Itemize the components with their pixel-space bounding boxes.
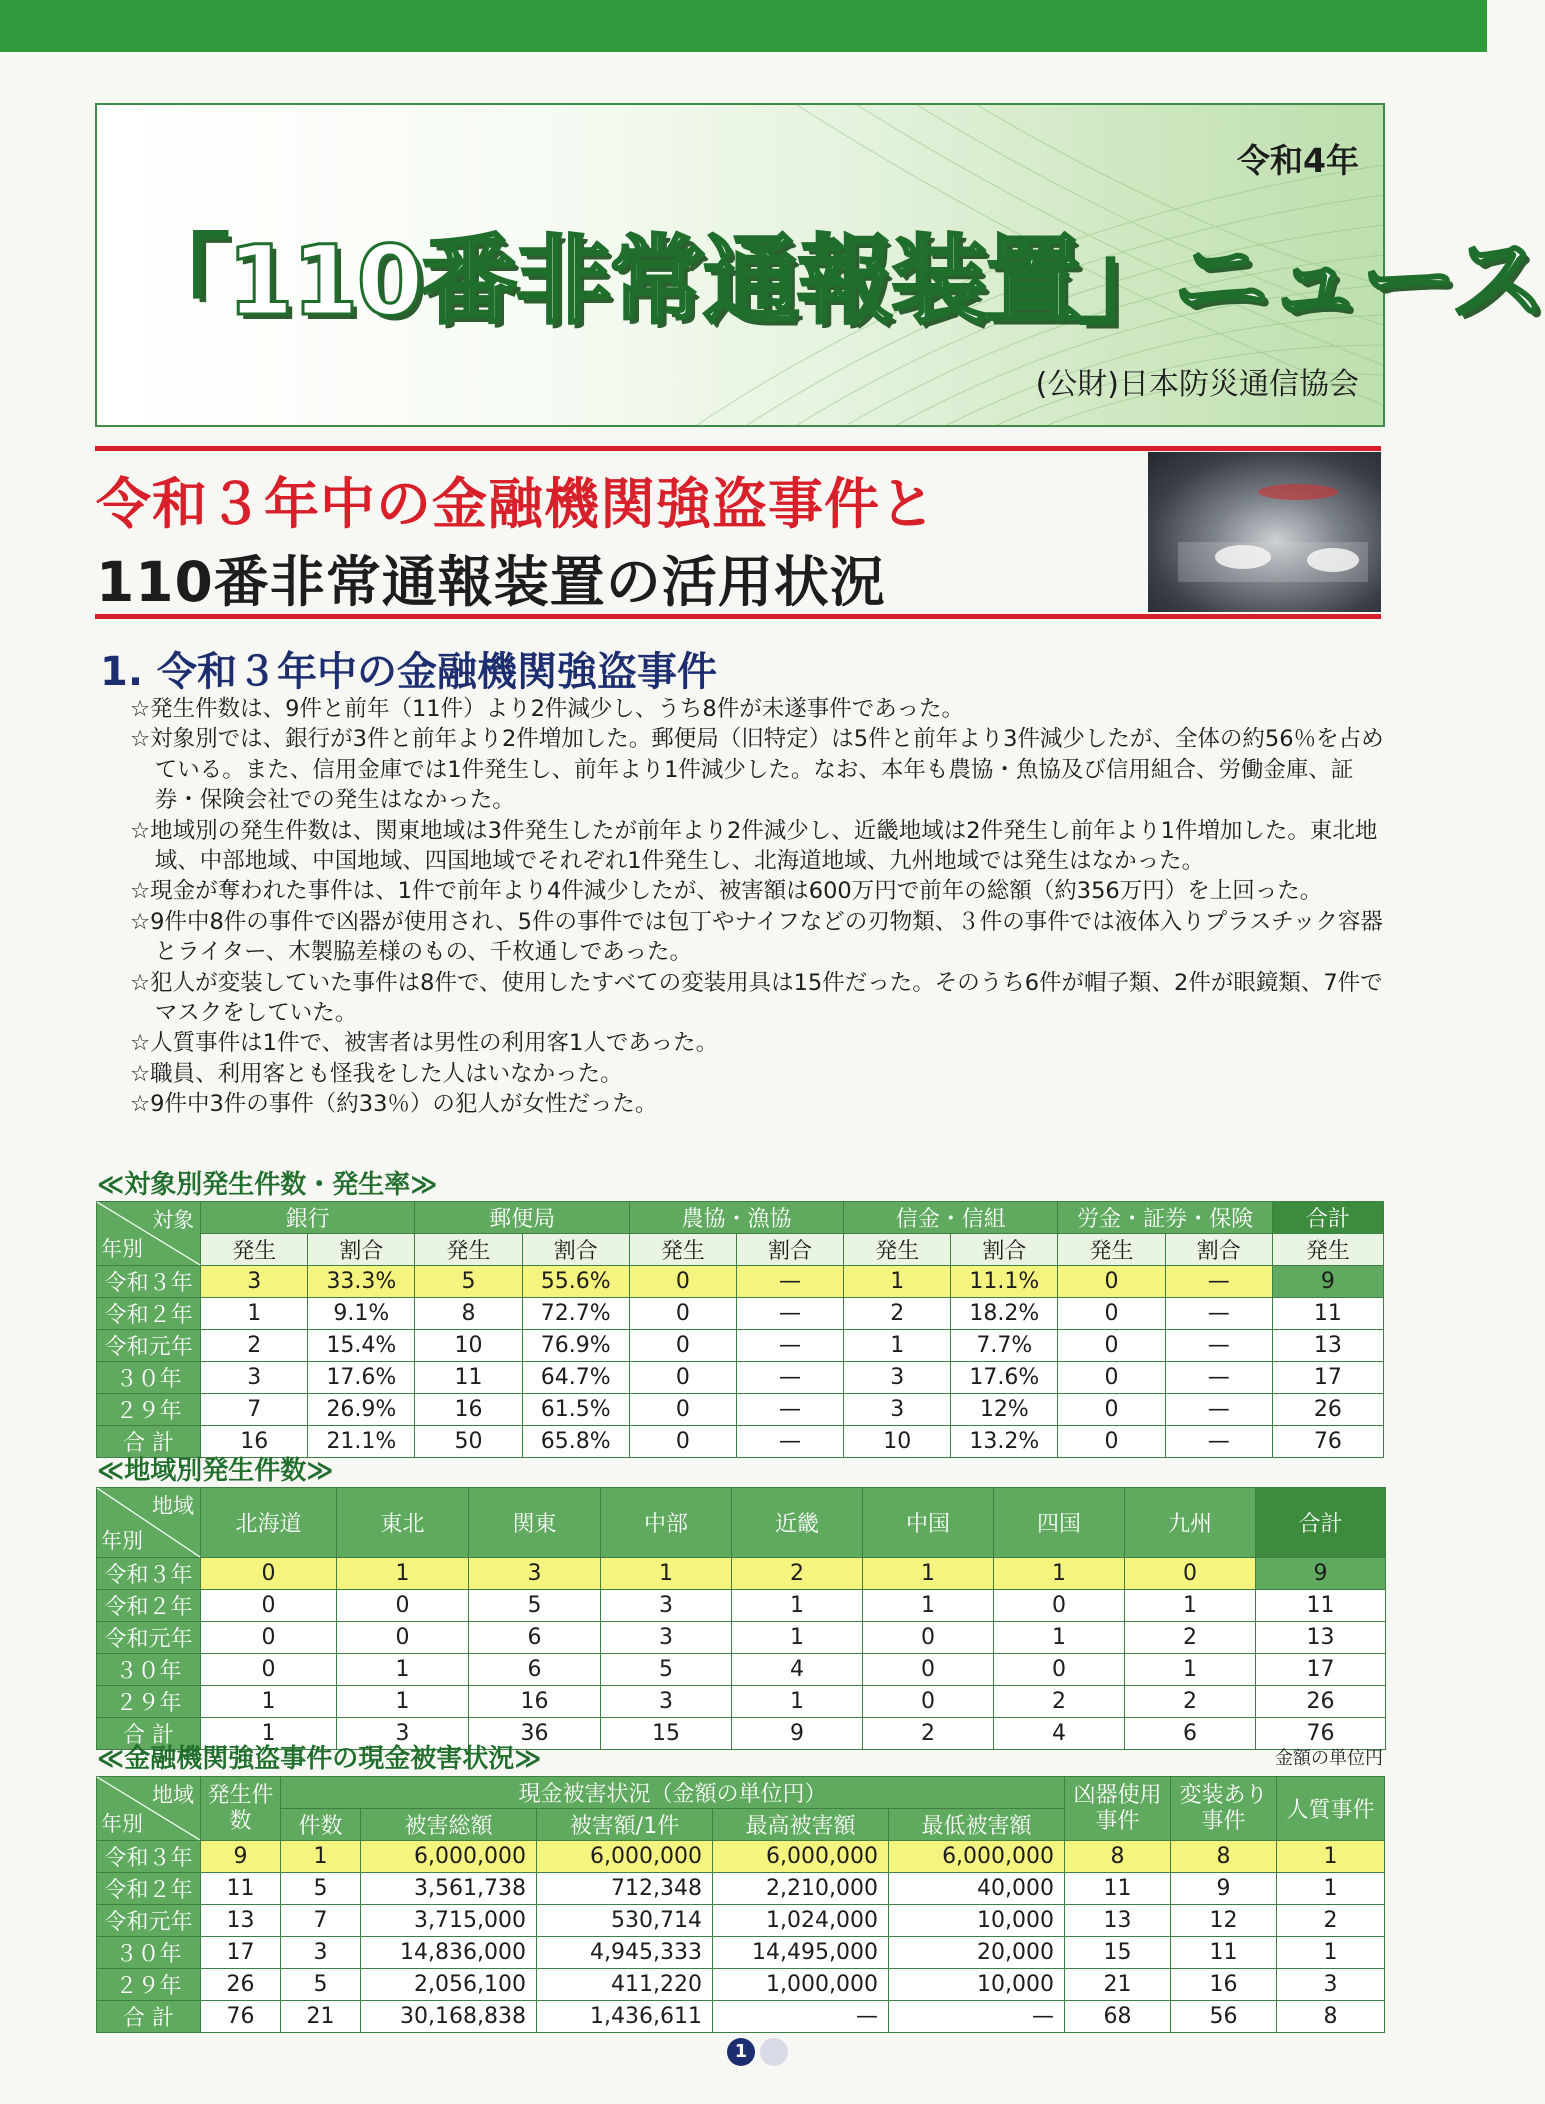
page-indicator-dot: [760, 2038, 788, 2066]
table-cell: 0: [863, 1654, 994, 1686]
table-cell: 16: [1171, 1969, 1277, 2001]
table-cell: 0: [1125, 1558, 1256, 1590]
table-cell: 3: [601, 1686, 732, 1718]
table-cell: 1: [1277, 1873, 1385, 1905]
table-cell: 10: [415, 1330, 522, 1362]
page-number: 1: [727, 2038, 755, 2066]
table-cell: 1: [732, 1622, 863, 1654]
headline-top-rule: [95, 446, 1381, 451]
table-cell: 30,168,838: [361, 2001, 537, 2033]
sub-header: 発生: [1272, 1234, 1383, 1266]
row-label: 令和２年: [97, 1298, 201, 1330]
table-cell: 6,000,000: [713, 1841, 889, 1873]
table-cell: 6: [469, 1622, 601, 1654]
table-cell: 65.8%: [522, 1426, 629, 1458]
table-cell: 8: [415, 1298, 522, 1330]
table-cell: 530,714: [537, 1905, 713, 1937]
col-shikoku: 四国: [994, 1488, 1125, 1558]
table-cell: 1: [1125, 1654, 1256, 1686]
table-cell: 12: [1171, 1905, 1277, 1937]
table-cell: 7.7%: [951, 1330, 1058, 1362]
table-cell: 0: [1058, 1362, 1165, 1394]
table-row: [97, 1622, 1386, 1654]
table-cell: 50: [415, 1426, 522, 1458]
table-cell: 76: [201, 2001, 281, 2033]
table-cell: 15: [1065, 1937, 1171, 1969]
sub-header-max: 最高被害額: [713, 1809, 889, 1841]
table-cell: 1: [601, 1558, 732, 1590]
table-cell: 1: [337, 1654, 469, 1686]
col-kanto: 関東: [469, 1488, 601, 1558]
table-row: [97, 1330, 1384, 1362]
row-label: 令和元年: [97, 1330, 201, 1362]
headline-line1: 令和３年中の金融機関強盗事件と: [96, 472, 937, 536]
sub-header: 発生: [1058, 1234, 1165, 1266]
table-cell: 9: [201, 1841, 281, 1873]
table-cell: 0: [863, 1622, 994, 1654]
table-cell: 0: [1058, 1426, 1165, 1458]
row-label: 合 計: [97, 1718, 201, 1750]
table-row: [97, 1686, 1386, 1718]
table-cell: 9: [1256, 1558, 1386, 1590]
table-cell: 55.6%: [522, 1266, 629, 1298]
table-cell: 411,220: [537, 1969, 713, 2001]
col-disguise: 変装あり事件: [1171, 1777, 1277, 1841]
table-cell: 76: [1272, 1426, 1383, 1458]
table-cell: 0: [629, 1426, 736, 1458]
table-cell: —: [1165, 1394, 1272, 1426]
table1-corner: 対象 年別: [97, 1202, 201, 1266]
sub-header: 割合: [1165, 1234, 1272, 1266]
table-cell: 3: [201, 1362, 308, 1394]
table-row: [97, 1873, 1385, 1905]
table-cell: 16: [201, 1426, 308, 1458]
newsletter-title: 「110番非常通報装置」ニュース: [133, 225, 1545, 337]
table-cell: 3: [601, 1590, 732, 1622]
table-cell: 1: [337, 1558, 469, 1590]
table-cell: —: [736, 1394, 843, 1426]
newsletter-header: [95, 103, 1545, 427]
sub-header-total: 被害総額: [361, 1809, 537, 1841]
sub-header-min: 最低被害額: [889, 1809, 1065, 1841]
table-cell: 72.7%: [522, 1298, 629, 1330]
bullet-item: ☆職員、利用客とも怪我をした人はいなかった。: [130, 1060, 623, 1087]
row-label: ２９年: [97, 1969, 201, 2001]
table-row: [97, 1558, 1386, 1590]
top-color-band: [0, 0, 1487, 52]
table-cell: —: [889, 2001, 1065, 2033]
table-cell: 12%: [951, 1394, 1058, 1426]
col-group-bank: 銀行: [201, 1202, 415, 1234]
table-cell: 2: [201, 1330, 308, 1362]
table-cell: 21: [281, 2001, 361, 2033]
table-cell: —: [1165, 1426, 1272, 1458]
table-cell: 6: [1125, 1718, 1256, 1750]
table-cell: 712,348: [537, 1873, 713, 1905]
headline-bottom-rule: [95, 614, 1381, 619]
col-weapon: 凶器使用事件: [1065, 1777, 1171, 1841]
row-label: 令和元年: [97, 1905, 201, 1937]
table-cell: 0: [337, 1590, 469, 1622]
table-cell: 0: [629, 1330, 736, 1362]
table-cell: 2: [732, 1558, 863, 1590]
table-cell: 64.7%: [522, 1362, 629, 1394]
table-cell: 3: [337, 1718, 469, 1750]
table-cell: 4,945,333: [537, 1937, 713, 1969]
row-label: ３０年: [97, 1937, 201, 1969]
table-cell: 5: [281, 1969, 361, 2001]
table3-corner: 地域 年別: [97, 1777, 201, 1841]
bullet-item: ☆現金が奪われた事件は、1件で前年より4件減少したが、被害額は600万円で前年の総額（約356万円）を上回った。: [130, 878, 1323, 905]
table-cell: 3: [1277, 1969, 1385, 2001]
table-cell: 2,210,000: [713, 1873, 889, 1905]
table-cell: 8: [1171, 1841, 1277, 1873]
table-cell: 4: [994, 1718, 1125, 1750]
col-group-agri: 農協・漁協: [629, 1202, 843, 1234]
table-cell: 1: [1125, 1590, 1256, 1622]
table-cell: 2,056,100: [361, 1969, 537, 2001]
table-cell: 11: [201, 1873, 281, 1905]
table-cell: 9: [1171, 1873, 1277, 1905]
table-cell: 7: [201, 1394, 308, 1426]
sub-header: 割合: [951, 1234, 1058, 1266]
table-cell: —: [1165, 1298, 1272, 1330]
table-cell: 11: [1065, 1873, 1171, 1905]
table-cell: —: [713, 2001, 889, 2033]
table-cell: 0: [863, 1686, 994, 1718]
table-cell: —: [736, 1298, 843, 1330]
table-cell: 5: [469, 1590, 601, 1622]
table-cell: 17: [1272, 1362, 1383, 1394]
col-chugoku: 中国: [863, 1488, 994, 1558]
col-group-post: 郵便局: [415, 1202, 629, 1234]
table-cell: 13: [201, 1905, 281, 1937]
table-cell: 2: [1125, 1686, 1256, 1718]
table-cell: 16: [469, 1686, 601, 1718]
table-cell: 11: [1171, 1937, 1277, 1969]
table-cell: 16: [415, 1394, 522, 1426]
table-row: [97, 1969, 1385, 2001]
table-row: [97, 1394, 1384, 1426]
row-label: 令和３年: [97, 1558, 201, 1590]
col-group-total: 合計: [1272, 1202, 1383, 1234]
col-kyushu: 九州: [1125, 1488, 1256, 1558]
table-row: [97, 1937, 1385, 1969]
table-cell: 10,000: [889, 1905, 1065, 1937]
sub-header: 発生: [844, 1234, 951, 1266]
table-cell: 13: [1256, 1622, 1386, 1654]
table-cell: 6,000,000: [361, 1841, 537, 1873]
table-cell: 11: [415, 1362, 522, 1394]
bullet-item: ☆発生件数は、9件と前年（11件）より2件減少し、うち8件が未遂事件であった。: [130, 696, 965, 722]
table-cell: 33.3%: [308, 1266, 415, 1298]
table-cell: 4: [732, 1654, 863, 1686]
table-row: [97, 1362, 1384, 1394]
unit-note: 金額の単位円: [1275, 1748, 1383, 1769]
table-cell: 2: [1125, 1622, 1256, 1654]
table-cell: —: [1165, 1362, 1272, 1394]
table-cell: 0: [629, 1394, 736, 1426]
table-cell: 0: [629, 1362, 736, 1394]
table-cell: 0: [1058, 1330, 1165, 1362]
sub-header: 割合: [308, 1234, 415, 1266]
table-cell: —: [736, 1266, 843, 1298]
table-cell: 9.1%: [308, 1298, 415, 1330]
table-cell: 26: [1272, 1394, 1383, 1426]
table-cell: 1: [1277, 1937, 1385, 1969]
table-row: [97, 1654, 1386, 1686]
table-cell: 1: [201, 1298, 308, 1330]
row-label: 令和２年: [97, 1590, 201, 1622]
table-cell: 10,000: [889, 1969, 1065, 2001]
table-cell: 0: [1058, 1266, 1165, 1298]
row-label: 令和３年: [97, 1266, 201, 1298]
table-cell: 1: [337, 1686, 469, 1718]
table-cell: 76.9%: [522, 1330, 629, 1362]
table-cell: 76: [1256, 1718, 1386, 1750]
police-car-photo: [1148, 452, 1381, 612]
table-cell: 68: [1065, 2001, 1171, 2033]
table-cell: 1: [201, 1686, 337, 1718]
table-cell: 0: [337, 1622, 469, 1654]
table-cell: 1: [732, 1686, 863, 1718]
table-cell: 1: [1277, 1841, 1385, 1873]
table-cell: 1: [994, 1622, 1125, 1654]
cash-damage-table: [96, 1776, 1385, 2033]
table-cell: 13: [1272, 1330, 1383, 1362]
row-label: 合 計: [97, 1426, 201, 1458]
row-label: 令和元年: [97, 1622, 201, 1654]
table-cell: 40,000: [889, 1873, 1065, 1905]
table-cell: 26.9%: [308, 1394, 415, 1426]
table-cell: 1: [844, 1266, 951, 1298]
table-cell: 1: [863, 1590, 994, 1622]
col-kinki: 近畿: [732, 1488, 863, 1558]
table-cell: 0: [1058, 1394, 1165, 1426]
table-cell: 15: [601, 1718, 732, 1750]
table-cell: —: [736, 1330, 843, 1362]
row-label: 令和２年: [97, 1873, 201, 1905]
sub-header: 発生: [415, 1234, 522, 1266]
by-region-table: [96, 1487, 1386, 1750]
sub-header-per-case: 被害額/1件: [537, 1809, 713, 1841]
summary-bullets: [130, 694, 1385, 1120]
table-cell: 8: [1277, 2001, 1385, 2033]
table-cell: 0: [629, 1298, 736, 1330]
table-row: [97, 2001, 1385, 2033]
row-label: ２９年: [97, 1394, 201, 1426]
bullet-item: ☆人質事件は1件で、被害者は男性の利用客1人であった。: [130, 1030, 719, 1057]
table-cell: 3,715,000: [361, 1905, 537, 1937]
sub-header-count: 件数: [281, 1809, 361, 1841]
headline-line2: 110番非常通報装置の活用状況: [96, 550, 886, 614]
table-row: [97, 1841, 1385, 1873]
sub-header: 割合: [736, 1234, 843, 1266]
table-cell: 2: [863, 1718, 994, 1750]
table-row: [97, 1266, 1384, 1298]
table-cell: 13: [1065, 1905, 1171, 1937]
table-cell: 5: [281, 1873, 361, 1905]
table-cell: 18.2%: [951, 1298, 1058, 1330]
table-cell: 3: [281, 1937, 361, 1969]
table-cell: 13.2%: [951, 1426, 1058, 1458]
table-cell: 0: [994, 1654, 1125, 1686]
row-label: ３０年: [97, 1362, 201, 1394]
table-cell: 1: [281, 1841, 361, 1873]
sub-header: 割合: [522, 1234, 629, 1266]
table-cell: 1: [863, 1558, 994, 1590]
table-cell: 15.4%: [308, 1330, 415, 1362]
table-cell: 7: [281, 1905, 361, 1937]
col-group-cash-damage: 現金被害状況（金額の単位円）: [281, 1777, 1065, 1809]
row-label: ３０年: [97, 1654, 201, 1686]
col-chubu: 中部: [601, 1488, 732, 1558]
table-cell: 1,024,000: [713, 1905, 889, 1937]
table-cell: 3: [469, 1558, 601, 1590]
table-cell: —: [736, 1362, 843, 1394]
table-cell: 1,436,611: [537, 2001, 713, 2033]
table-cell: 3: [601, 1622, 732, 1654]
col-total: 合計: [1256, 1488, 1386, 1558]
table-cell: 21: [1065, 1969, 1171, 2001]
table-cell: 1: [201, 1718, 337, 1750]
table-cell: 26: [1256, 1686, 1386, 1718]
table-cell: 1: [844, 1330, 951, 1362]
table-cell: 0: [1058, 1298, 1165, 1330]
table-cell: —: [736, 1426, 843, 1458]
bullet-item: ☆地域別の発生件数は、関東地域は3件発生したが前年より2件減少し、近畿地域は2件発生し前年より1件増加した。東北地域、中部地域、中国地域、四国地域でそれぞれ1件発生し、北海道地域、九州地域では発生はなかった。: [130, 817, 1378, 875]
table-cell: 1: [732, 1590, 863, 1622]
table-cell: 14,495,000: [713, 1937, 889, 1969]
table2-title: ≪地域別発生件数≫: [97, 1456, 334, 1486]
table-cell: 5: [415, 1266, 522, 1298]
table-cell: 3: [844, 1362, 951, 1394]
table-cell: 26: [201, 1969, 281, 2001]
table-cell: 3: [201, 1266, 308, 1298]
table-cell: 11: [1272, 1298, 1383, 1330]
table-cell: 11: [1256, 1590, 1386, 1622]
col-tohoku: 東北: [337, 1488, 469, 1558]
table-cell: 2: [1277, 1905, 1385, 1937]
table-cell: —: [1165, 1266, 1272, 1298]
col-hokkaido: 北海道: [201, 1488, 337, 1558]
table-cell: 2: [844, 1298, 951, 1330]
table-cell: 6,000,000: [537, 1841, 713, 1873]
by-target-table: [96, 1201, 1384, 1458]
bullet-item: ☆対象別では、銀行が3件と前年より2件増加した。郵便局（旧特定）は5件と前年より3件減少したが、全体の約56％を占めている。また、信用金庫では1件発生し、前年より1件減少した。なお、本年も農協・魚協及び信用組合、労働金庫、証券・保険会社での発生はなかった。: [130, 726, 1384, 814]
bullet-item: ☆犯人が変装していた事件は8件で、使用したすべての変装用具は15件だった。そのうち6件が帽子類、2件が眼鏡類、7件でマスクをしていた。: [130, 969, 1383, 1027]
row-label: 合 計: [97, 2001, 201, 2033]
col-group-shinkin: 信金・信組: [844, 1202, 1058, 1234]
table-cell: 3: [844, 1394, 951, 1426]
table2-corner: 地域 年別: [97, 1488, 201, 1558]
table-cell: 3,561,738: [361, 1873, 537, 1905]
table-row: [97, 1590, 1386, 1622]
photo-lights: [1148, 452, 1381, 612]
table-cell: 0: [994, 1590, 1125, 1622]
table-cell: 20,000: [889, 1937, 1065, 1969]
table-cell: 6: [469, 1654, 601, 1686]
table3-title: ≪金融機関強盗事件の現金被害状況≫: [97, 1744, 542, 1774]
table-cell: 14,836,000: [361, 1937, 537, 1969]
table-cell: 5: [601, 1654, 732, 1686]
table-cell: 1: [994, 1558, 1125, 1590]
table-cell: 6,000,000: [889, 1841, 1065, 1873]
section-title: 1. 令和３年中の金融機関強盗事件: [100, 649, 717, 695]
row-label: ２９年: [97, 1686, 201, 1718]
table-cell: 21.1%: [308, 1426, 415, 1458]
table-cell: 17: [201, 1937, 281, 1969]
table-cell: 17.6%: [951, 1362, 1058, 1394]
table-cell: 17: [1256, 1654, 1386, 1686]
col-hostage: 人質事件: [1277, 1777, 1385, 1841]
publisher-name: (公財)日本防災通信協会: [1035, 367, 1359, 402]
table-cell: 61.5%: [522, 1394, 629, 1426]
bullet-item: ☆9件中8件の事件で凶器が使用され、5件の事件では包丁やナイフなどの刃物類、３件の事件では液体入りプラスチック容器とライター、木製脇差様のもの、千枚通しであった。: [130, 908, 1383, 966]
row-label: 令和３年: [97, 1841, 201, 1873]
table-row: [97, 1298, 1384, 1330]
header-year: 令和4年: [1237, 141, 1359, 180]
table-cell: 0: [629, 1266, 736, 1298]
table-cell: 8: [1065, 1841, 1171, 1873]
table-cell: 0: [201, 1622, 337, 1654]
table-cell: 0: [201, 1558, 337, 1590]
table-cell: 10: [844, 1426, 951, 1458]
bullet-item: ☆9件中3件の事件（約33％）の犯人が女性だった。: [130, 1091, 658, 1118]
table-cell: 17.6%: [308, 1362, 415, 1394]
table-row: [97, 1905, 1385, 1937]
table-cell: 0: [201, 1590, 337, 1622]
table-cell: 0: [201, 1654, 337, 1686]
table-cell: 1,000,000: [713, 1969, 889, 2001]
sub-header: 発生: [629, 1234, 736, 1266]
table1-title: ≪対象別発生件数・発生率≫: [97, 1170, 438, 1200]
table-cell: 56: [1171, 2001, 1277, 2033]
table-cell: —: [1165, 1330, 1272, 1362]
table-cell: 2: [994, 1686, 1125, 1718]
table-cell: 9: [1272, 1266, 1383, 1298]
table-cell: 11.1%: [951, 1266, 1058, 1298]
table-cell: 36: [469, 1718, 601, 1750]
table-cell: 9: [732, 1718, 863, 1750]
col-group-labor: 労金・証券・保険: [1058, 1202, 1272, 1234]
sub-header: 発生: [201, 1234, 308, 1266]
col-cases: 発生件数: [201, 1777, 281, 1841]
